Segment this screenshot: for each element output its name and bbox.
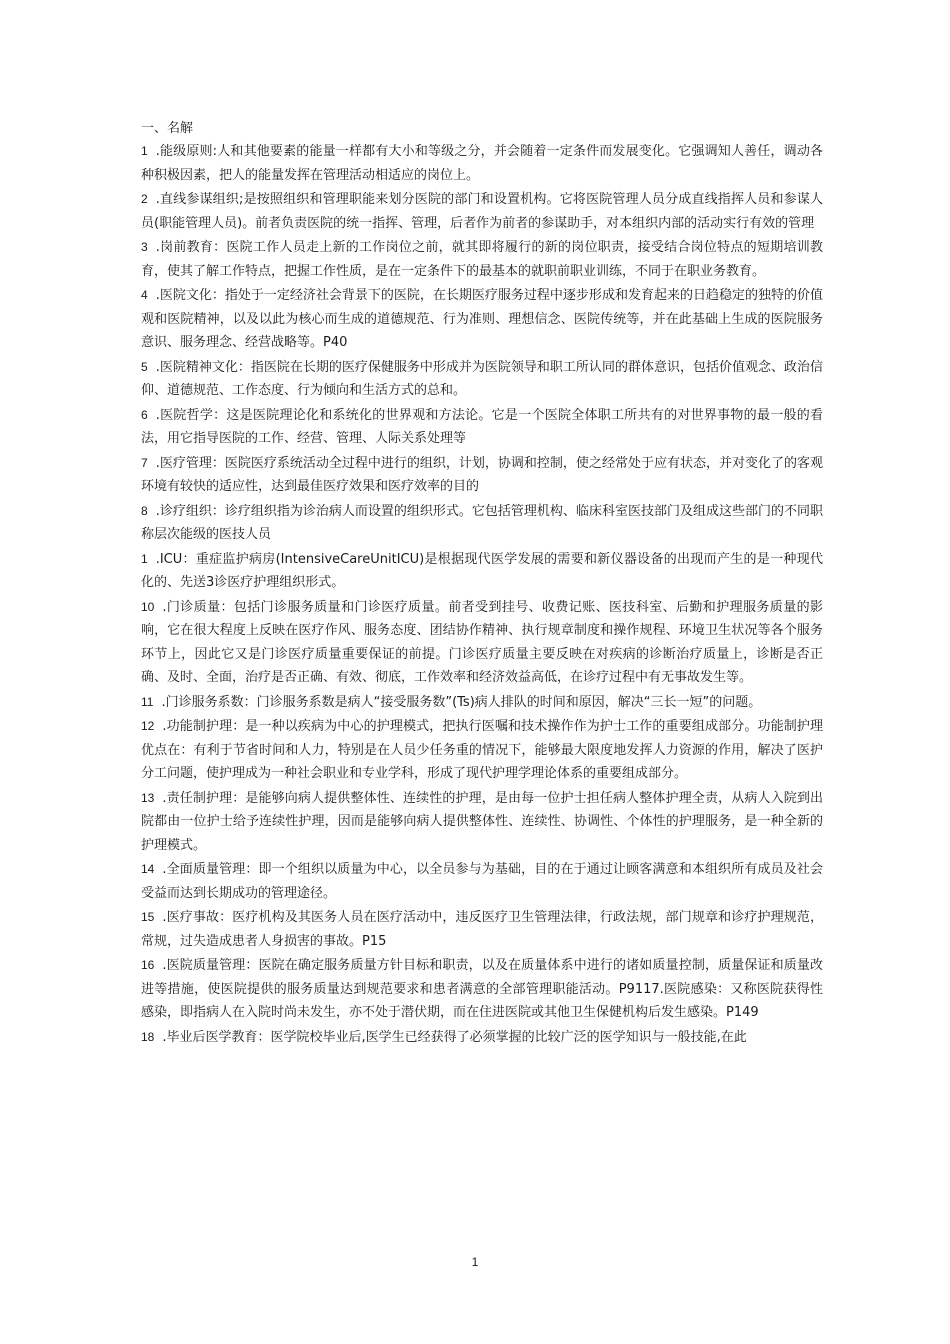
entry-number: 5 — [141, 359, 148, 374]
entry-text: .医疗事故：医疗机构及其医务人员在医疗活动中，违反医疗卫生管理法律，行政法规，部门规章和诊疗护理规范，常规，过失造成患者人身损害的事故。P15 — [141, 910, 823, 949]
definition-entry — [141, 858, 823, 905]
entry-text: .医院质量管理：医院在确定服务质量方针目标和职责，以及在质量体系中进行的诸如质量控制，质量保证和质量改进等措施，使医院提供的服务质量达到规范要求和患者满意的全部管理职能活动。P9117.医院感染：又称医院获得性感染，即指病人在入院时尚未发生，亦不处于潜伏期，而在住进医院或其他卫生保健机构后发生感染。P149 — [141, 958, 823, 1020]
page-number: 1 — [471, 1255, 479, 1269]
entry-text: .功能制护理：是一种以疾病为中心的护理模式，把执行医嘱和技术操作作为护士工作的重要组成部分。功能制护理优点在：有利于节省时间和人力，特别是在人员少任务重的情况下，能够最大限度地发挥人力资源的作用，解决了医护分工问题，使护理成为一种社会职业和专业学科，形成了现代护理学理论体系的重要组成部分。 — [141, 719, 823, 781]
entry-text: .岗前教育：医院工作人员走上新的工作岗位之前，就其即将履行的新的岗位职责，接受结合岗位特点的短期培训教育，使其了解工作特点，把握工作性质，是在一定条件下的最基本的就职前职业训练，不同于在职业务教育。 — [141, 240, 823, 279]
definition-entry — [141, 356, 823, 403]
entry-text: .医院哲学：这是医院理论化和系统化的世界观和方法论。它是一个医院全体职工所共有的对世界事物的最一般的看法，用它指导医院的工作、经营、管理、人际关系处理等 — [141, 407, 823, 446]
entry-text: .医院精神文化：指医院在长期的医疗保健服务中形成并为医院领导和职工所认同的群体意识，包括价值观念、政治信仰、道德规范、工作态度、行为倾向和生活方式的总和。 — [141, 359, 823, 398]
entry-text: .全面质量管理：即一个组织以质量为中心，以全员参与为基础，目的在于通过让顾客满意和本组织所有成员及社会受益而达到长期成功的管理途径。 — [141, 862, 823, 901]
definition-entry — [141, 452, 823, 499]
definition-entry — [141, 691, 823, 715]
entry-text: .诊疗组织：诊疗组织指为诊治病人而设置的组织形式。它包括管理机构、临床科室医技部门及组成这些部门的不同职称层次能级的医技人员 — [141, 503, 823, 542]
entry-number: 8 — [141, 503, 148, 518]
definition-entry — [141, 188, 823, 235]
entry-number: 14 — [141, 862, 155, 876]
definition-entry — [141, 284, 823, 355]
entry-number: 18 — [141, 1029, 155, 1044]
entry-text: .直线参谋组织;是按照组织和管理职能来划分医院的部门和设置机构。它将医院管理人员分成直线指挥人员和参谋人员(职能管理人员)。前者负责医院的统一指挥、管理，后者作为前者的参谋助手，对本组织内部的活动实行有效的管理 — [141, 192, 823, 231]
entry-number: 16 — [141, 958, 155, 972]
entry-number: 15 — [141, 910, 155, 924]
entry-text: .门诊质量：包括门诊服务质量和门诊医疗质量。前者受到挂号、收费记账、医技科室、后勤和护理服务质量的影响，它在很大程度上反映在医疗作风、服务态度、团结协作精神、执行规章制度和操作规程、环境卫生状况等各个服务环节上，因此它又是门诊医疗质量重要保证的前提。门诊医疗质量主要反映在对疾病的诊断治疗质量上，诊断是否正确、及时、全面，治疗是否正确、有效、彻底，工作效率和经济效益高低，在诊疗过程中有无事故发生等。 — [141, 599, 823, 685]
entry-number: 1 — [141, 144, 148, 158]
entry-number: 12 — [141, 719, 155, 733]
entry-number: 2 — [141, 192, 148, 206]
definition-entry — [141, 954, 823, 1025]
entry-text: .医院文化：指处于一定经济社会背景下的医院，在长期医疗服务过程中逐步形成和发育起来的日趋稳定的独特的价值观和医院精神，以及以此为核心而生成的道德规范、行为准则、理想信念、医院传统等，并在此基础上生成的医院服务意识、服务理念、经营战略等。P40 — [141, 288, 823, 350]
definition-entry — [141, 596, 823, 690]
entry-number: 10 — [141, 599, 155, 614]
entry-text: .毕业后医学教育：医学院校毕业后,医学生已经获得了必须掌握的比较广泛的医学知识与一般技能,在此 — [162, 1029, 747, 1045]
definition-list — [141, 140, 823, 1049]
definition-entry — [141, 906, 823, 953]
definition-entry — [141, 236, 823, 283]
entry-text: .责任制护理：是能够向病人提供整体性、连续性的护理，是由每一位护士担任病人整体护理全责，从病人入院到出院都由一位护士给予连续性护理，因而是能够向病人提供整体性、连续性、协调性、个体性的护理服务，是一种全新的护理模式。 — [141, 790, 823, 853]
definition-entry — [141, 500, 823, 547]
entry-text: .门诊服务系数：门诊服务系数是病人“接受服务数”(Ts)病人排队的时间和原因，解决“三长一短”的问题。 — [161, 694, 762, 710]
entry-number: 6 — [141, 407, 148, 422]
section-title: 一、名解 — [141, 121, 194, 136]
entry-number: 7 — [141, 455, 148, 470]
entry-number: 3 — [141, 240, 148, 254]
entry-number: 4 — [141, 288, 148, 302]
entry-number: 1 — [141, 551, 148, 566]
entry-text: .ICU：重症监护病房(IntensiveCareUnitICU)是根据现代医学发展的需要和新仪器设备的出现而产生的是一种现代化的、先送3诊医疗护理组织形式。 — [141, 551, 823, 590]
definition-entry — [141, 715, 823, 786]
definition-entry — [141, 787, 823, 858]
definition-entry — [141, 140, 823, 187]
definition-entry — [141, 548, 823, 595]
definition-entry — [141, 404, 823, 451]
document-body — [141, 118, 823, 1049]
entry-number: 13 — [141, 790, 155, 805]
entry-text: .医疗管理：医院医疗系统活动全过程中进行的组织，计划，协调和控制，使之经常处于应有状态，并对变化了的客观环境有较快的适应性，达到最佳医疗效果和医疗效率的目的 — [141, 455, 823, 494]
entry-number: 11 — [141, 694, 154, 709]
entry-text: .能级原则:人和其他要素的能量一样都有大小和等级之分，并会随着一定条件而发展变化。它强调知人善任，调动各种积极因素，把人的能量发挥在管理活动相适应的岗位上。 — [141, 144, 823, 183]
definition-entry — [141, 1026, 823, 1050]
